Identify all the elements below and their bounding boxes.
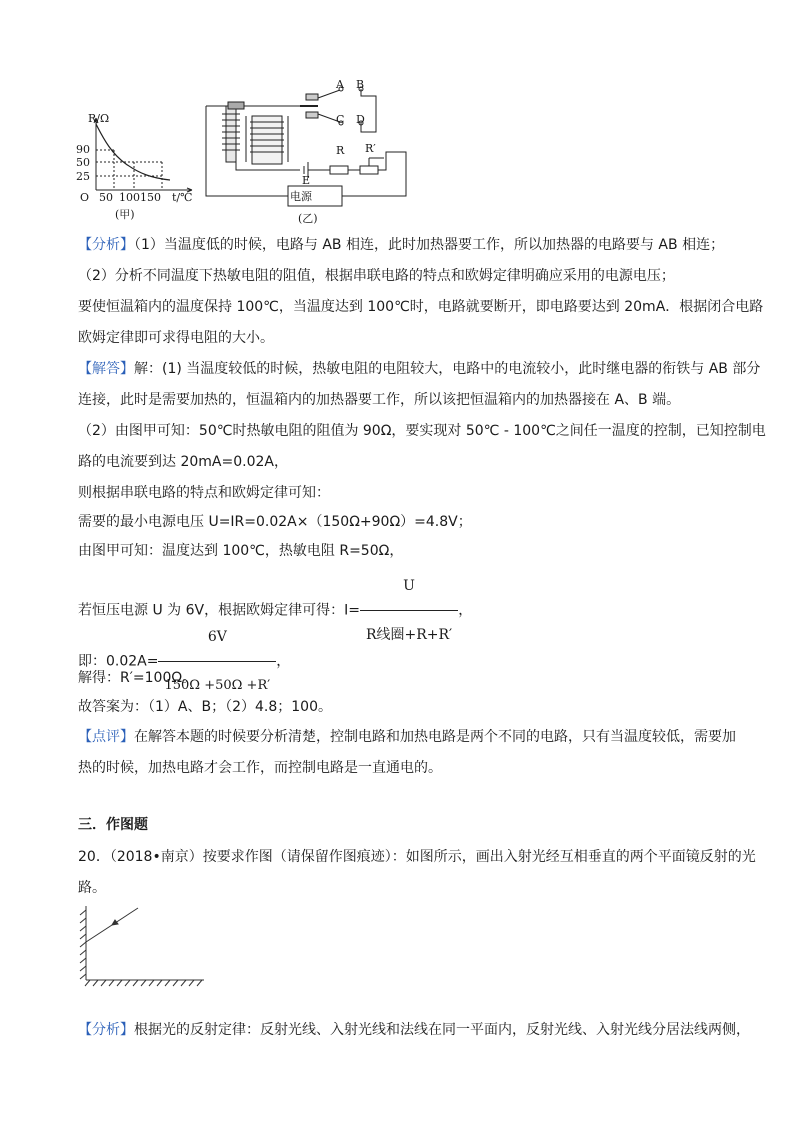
question-20-line-2: 路。 [78, 880, 106, 896]
power-supply-label: 电源 [290, 190, 312, 203]
terminal-label-a: A [336, 78, 344, 91]
solution-line-1: 【解答】解：(1) 当温度较低的时候，热敏电阻的电阻较大，电路中的电流较小，此时继电器的衔铁与 AB 部分 [78, 361, 761, 377]
graph-x-tick-50: 50 [99, 191, 113, 204]
solution-line-10: 解得：R′=100Ω。 [78, 670, 197, 686]
current-value-fraction: $\frac{6V}{150\Omega +50\Omega +R'}$ [158, 614, 276, 709]
analysis2-tag: 【分析】 [78, 1022, 134, 1038]
analysis-line-4: 欧姆定律即可求得电阻的大小。 [78, 330, 274, 346]
analysis-line-2: （2）分析不同温度下热敏电阻的阻值，根据串联电路的特点和欧姆定律明确应采用的电源电压； [78, 268, 675, 284]
solution-line-11: 故答案为：（1）A、B；（2）4.8；100。 [78, 699, 332, 715]
graph-y-tick-90: 90 [76, 143, 90, 156]
rheostat-r-prime-label: R′ [365, 142, 376, 155]
solution-line-7: 由图甲可知：温度达到 100℃，热敏电阻 R=50Ω， [78, 543, 404, 559]
solution-line-8: 若恒压电源 U 为 6V，根据欧姆定律可得：I= $\frac{U}{\text{R线圈+R+R′}}$ ， [78, 563, 472, 658]
graph-y-tick-25: 25 [76, 170, 90, 183]
graph-caption: (甲) [115, 208, 135, 221]
analysis-line-1: 【分析】（1）当温度低的时候，电路与 AB 相连，此时加热器要工作，所以加热器的电路要与 AB 相连； [78, 237, 725, 253]
graph-y-tick-50: 50 [76, 156, 90, 169]
graph-x-tick-100-150: 100150 [119, 191, 161, 204]
solution-line-3: （2）由图甲可知：50℃时热敏电阻的阻值为 90Ω，要实现对 50℃ - 100℃之间任一温度的控制，已知控制电 [78, 423, 766, 439]
analysis-tag: 【分析】 [78, 237, 134, 253]
graph-y-axis-label: R/Ω [88, 112, 110, 125]
graph-x-axis-label: t/℃ [172, 191, 193, 204]
solution-line-5: 则根据串联电路的特点和欧姆定律可知： [78, 485, 330, 501]
solution-line-9: 即：0.02A= $\frac{6V}{150\Omega +50\Omega +R'}$ ， [78, 614, 290, 709]
analysis-line-3: 要使恒温箱内的温度保持 100℃，当温度达到 100℃时，电路就要断开，即电路要达到 20mA．根据闭合电路 [78, 299, 764, 315]
solution-tag: 【解答】 [78, 361, 134, 377]
current-formula-fraction: $\frac{U}{\text{R线圈+R+R′}}$ [360, 563, 458, 658]
solution-line-6: 需要的最小电源电压 U=IR=0.02A×（150Ω+90Ω）=4.8V； [78, 514, 472, 530]
analysis2-line-1: 【分析】根据光的反射定律：反射光线、入射光线和法线在同一平面内，反射光线、入射光线分居法线两侧， [78, 1022, 750, 1038]
graph-origin: O [80, 191, 90, 204]
comment-line-2: 热的时候，加热电路才会工作，而控制电路是一直通电的。 [78, 760, 442, 776]
battery-e-label: E [302, 174, 311, 187]
solution-line-4: 路的电流要到达 20mA=0.02A， [78, 454, 288, 470]
comment-tag: 【点评】 [78, 729, 134, 745]
comment-line-1: 【点评】在解答本题的时候要分析清楚，控制电路和加热电路是两个不同的电路，只有当温度较低，需要加 [78, 729, 736, 745]
terminal-label-c: C [336, 113, 345, 126]
resistor-r-label: R [336, 144, 345, 157]
circuit-caption: (乙) [298, 212, 318, 225]
perpendicular-mirrors-figure [74, 902, 208, 992]
solution-line-2: 连接，此时是需要加热的，恒温箱内的加热器要工作，所以该把恒温箱内的加热器接在 A、B 端。 [78, 392, 681, 408]
section-heading: 三．作图题 [78, 817, 148, 833]
terminal-label-b: B [356, 78, 365, 91]
thermistor-graph [74, 110, 198, 222]
terminal-label-d: D [356, 113, 365, 126]
question-20-line-1: 20．（2018•南京）按要求作图（请保留作图痕迹）：如图所示，画出入射光经互相垂直的两个平面镜反射的光 [78, 849, 756, 865]
